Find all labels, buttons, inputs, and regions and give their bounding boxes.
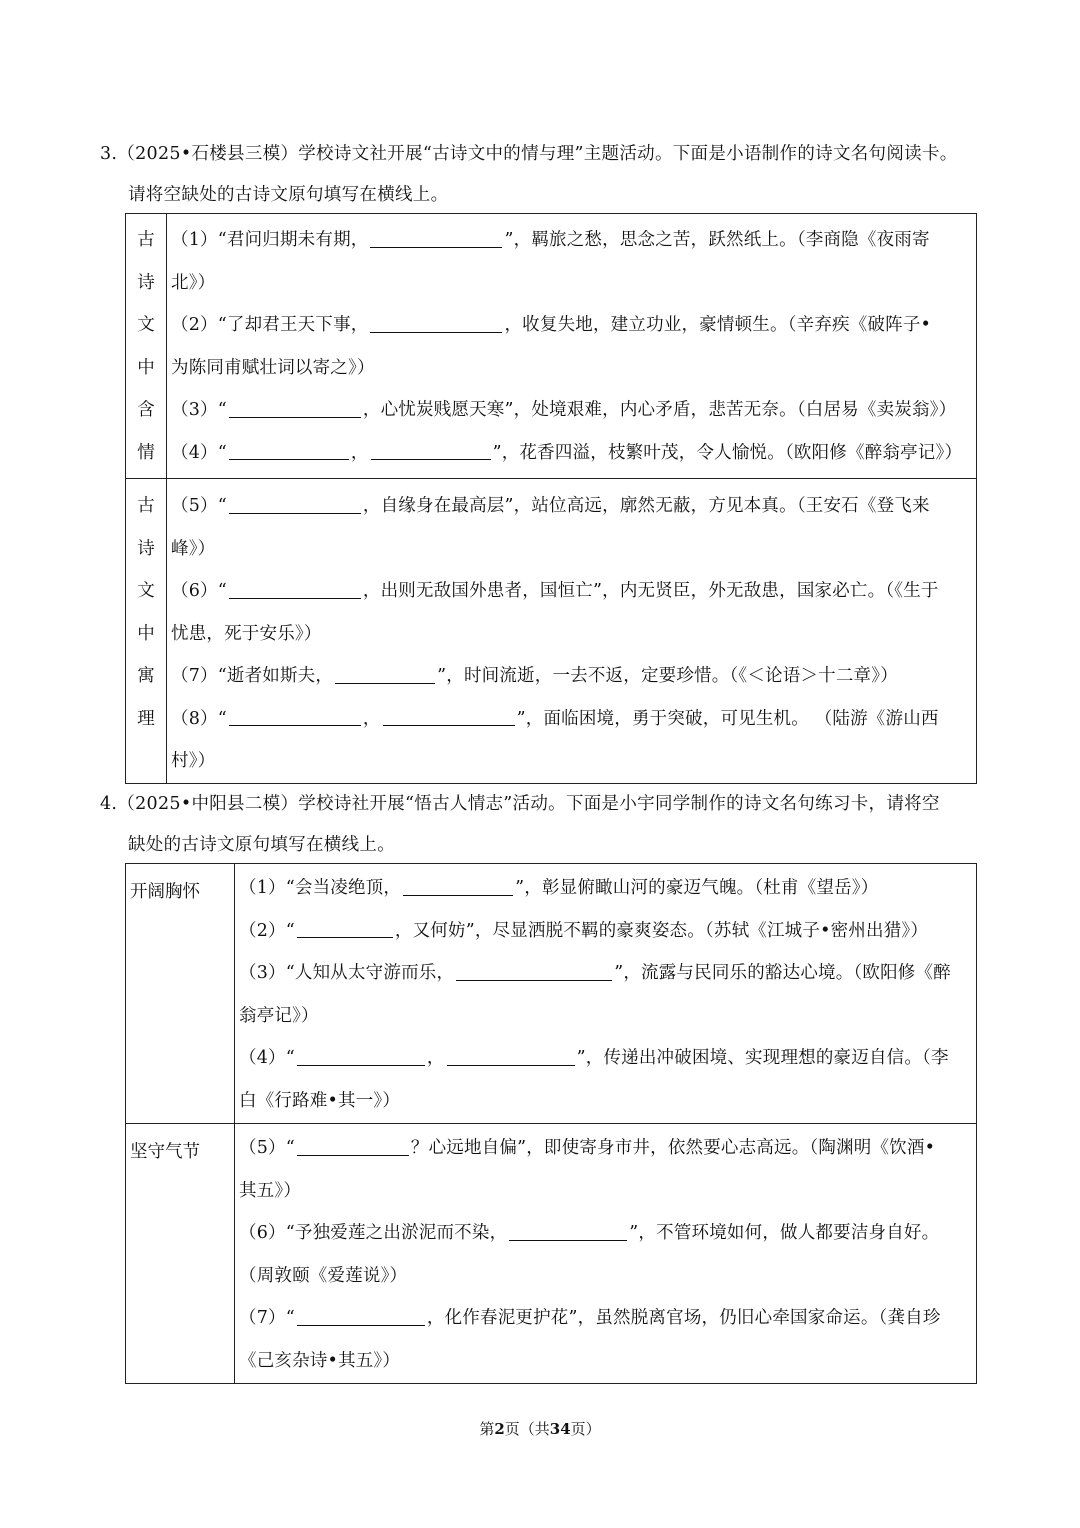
answer-blank[interactable] [370,246,502,248]
q4-practice-card [125,863,977,1384]
q3-item-5: （5）“ ，自缘身在最高层”，站位高远，廓然无蔽，方见本真。（王安石《登飞来 [171,496,930,516]
header-char: 含 [137,400,155,420]
header-char: 诗 [137,538,155,559]
header-char: 古 [137,230,155,250]
q4-group2-header: 坚守气节 [126,1124,235,1384]
answer-blank[interactable] [297,1154,409,1156]
answer-blank[interactable] [229,416,361,418]
answer-blank[interactable] [229,512,361,514]
header-char: 诗 [137,272,155,293]
answer-blank[interactable] [297,936,393,938]
q3-item-1-cont: 北》） [171,272,216,293]
header-char: 古 [137,496,155,516]
answer-blank[interactable] [229,597,361,599]
q4-group1-body [235,864,977,1124]
q3-item-4: （4）“ ， ”，花香四溢，枝繁叶茂，令人愉悦。（欧阳修《醉翁亭记》） [171,442,963,463]
page-number: 2 [494,1420,505,1438]
q3-item-6-cont: 忧患，死于安乐》） [171,623,322,644]
q4-item-7-cont: 《己亥杂诗•其五》） [239,1350,401,1371]
q4-item-5-cont: 其五》） [239,1180,302,1201]
page-footer: 第2页（共34页） [479,1420,601,1438]
q3-item-6: （6）“ ，出则无敌国外患者，国恒亡”，内无贤臣，外无敌患，国家必亡。（《生于 [171,581,939,601]
q3-item-5-cont: 峰》） [171,538,216,559]
q3-group2-header [126,479,167,784]
q3-item-2-cont: 为陈同甫赋壮词以寄之》） [171,357,375,378]
answer-blank[interactable] [297,1064,425,1066]
answer-blank[interactable] [403,894,513,896]
header-char: 文 [137,315,155,335]
q3-item-3: （3）“ ，心忧炭贱愿天寒”，处境艰难，内心矛盾，悲苦无奈。（白居易《卖炭翁》） [171,400,957,420]
answer-blank[interactable] [456,979,612,981]
answer-blank[interactable] [229,458,349,460]
header-char: 中 [137,357,155,378]
answer-blank[interactable] [371,458,491,460]
header-char: 文 [137,581,155,601]
header-char: 情 [137,442,155,463]
q4-item-5: （5）“ ？心远地自偏”，即使寄身市井，依然要心志高远。（陶渊明《饮酒• [239,1138,936,1158]
q3-stem-line1: 3.（2025•石楼县三模）学校诗文社开展“古诗文中的情与理”主题活动。下面是小语制作的诗文名句阅读卡。 [100,144,958,164]
answer-blank[interactable] [383,724,515,726]
q3-item-8-cont: 村》） [171,751,216,771]
header-char: 中 [137,623,155,644]
q3-group2-body [167,479,977,784]
q4-group1-header: 开阔胸怀 [126,864,235,1124]
q4-item-3: （3）“人知从太守游而乐， ”，流露与民同乐的豁达心境。（欧阳修《醉 [239,963,951,983]
q4-item-6: （6）“予独爱莲之出淤泥而不染， ”，不管环境如何，做人都要洁身自好。 [239,1223,940,1243]
answer-blank[interactable] [335,682,435,684]
answer-blank[interactable] [229,724,361,726]
answer-blank[interactable] [447,1064,575,1066]
page-total: 34 [549,1420,571,1438]
header-char: 寓 [137,666,155,686]
q4-group2-body [235,1124,977,1384]
q3-reading-card [125,213,977,784]
q4-item-2: （2）“ ，又何妨”，尽显洒脱不羁的豪爽姿态。（苏轼《江城子•密州出猎》） [239,920,929,941]
q3-item-7: （7）“逝者如斯夫， ”，时间流逝，一去不返，定要珍惜。（《＜论语＞十二章》） [171,666,898,686]
answer-blank[interactable] [370,331,502,333]
answer-blank[interactable] [509,1239,627,1241]
header-char: 理 [137,708,155,729]
q3-stem-line2: 请将空缺处的古诗文原句填写在横线上。 [128,185,449,205]
q4-item-7: （7）“ ，化作春泥更护花”，虽然脱离官场，仍旧心牵国家命运。（龚自珍 [239,1308,941,1328]
q3-item-8: （8）“ ， ”，面临困境，勇于突破，可见生机。 （陆游《游山西 [171,708,939,729]
q4-item-4: （4）“ ， ”，传递出冲破困境、实现理想的豪迈自信。（李 [239,1048,949,1068]
answer-blank[interactable] [297,1324,425,1326]
q4-item-3-cont: 翁亭记》） [239,1005,319,1026]
q4-item-4-cont: 白《行路难•其一》） [239,1090,401,1111]
q4-stem-line2: 缺处的古诗文原句填写在横线上。 [128,835,395,855]
q3-group1-body [167,214,977,479]
q3-item-1: （1）“君问归期未有期， ”，羁旅之愁，思念之苦，跃然纸上。（李商隐《夜雨寄 [171,230,930,250]
q4-item-1: （1）“会当凌绝顶， ”，彰显俯瞰山河的豪迈气魄。（杜甫《望岳》） [239,878,879,898]
q3-group1-header [126,214,167,479]
q4-item-6-cont: （周敦颐《爱莲说》） [239,1265,408,1286]
q3-item-2: （2）“了却君王天下事， ，收复失地，建立功业，豪情顿生。（辛弃疾《破阵子• [171,315,932,335]
q4-stem-line1: 4.（2025•中阳县二模）学校诗社开展“悟古人情志”活动。下面是小宇同学制作的诗文名句练习卡，请将空 [100,794,940,814]
